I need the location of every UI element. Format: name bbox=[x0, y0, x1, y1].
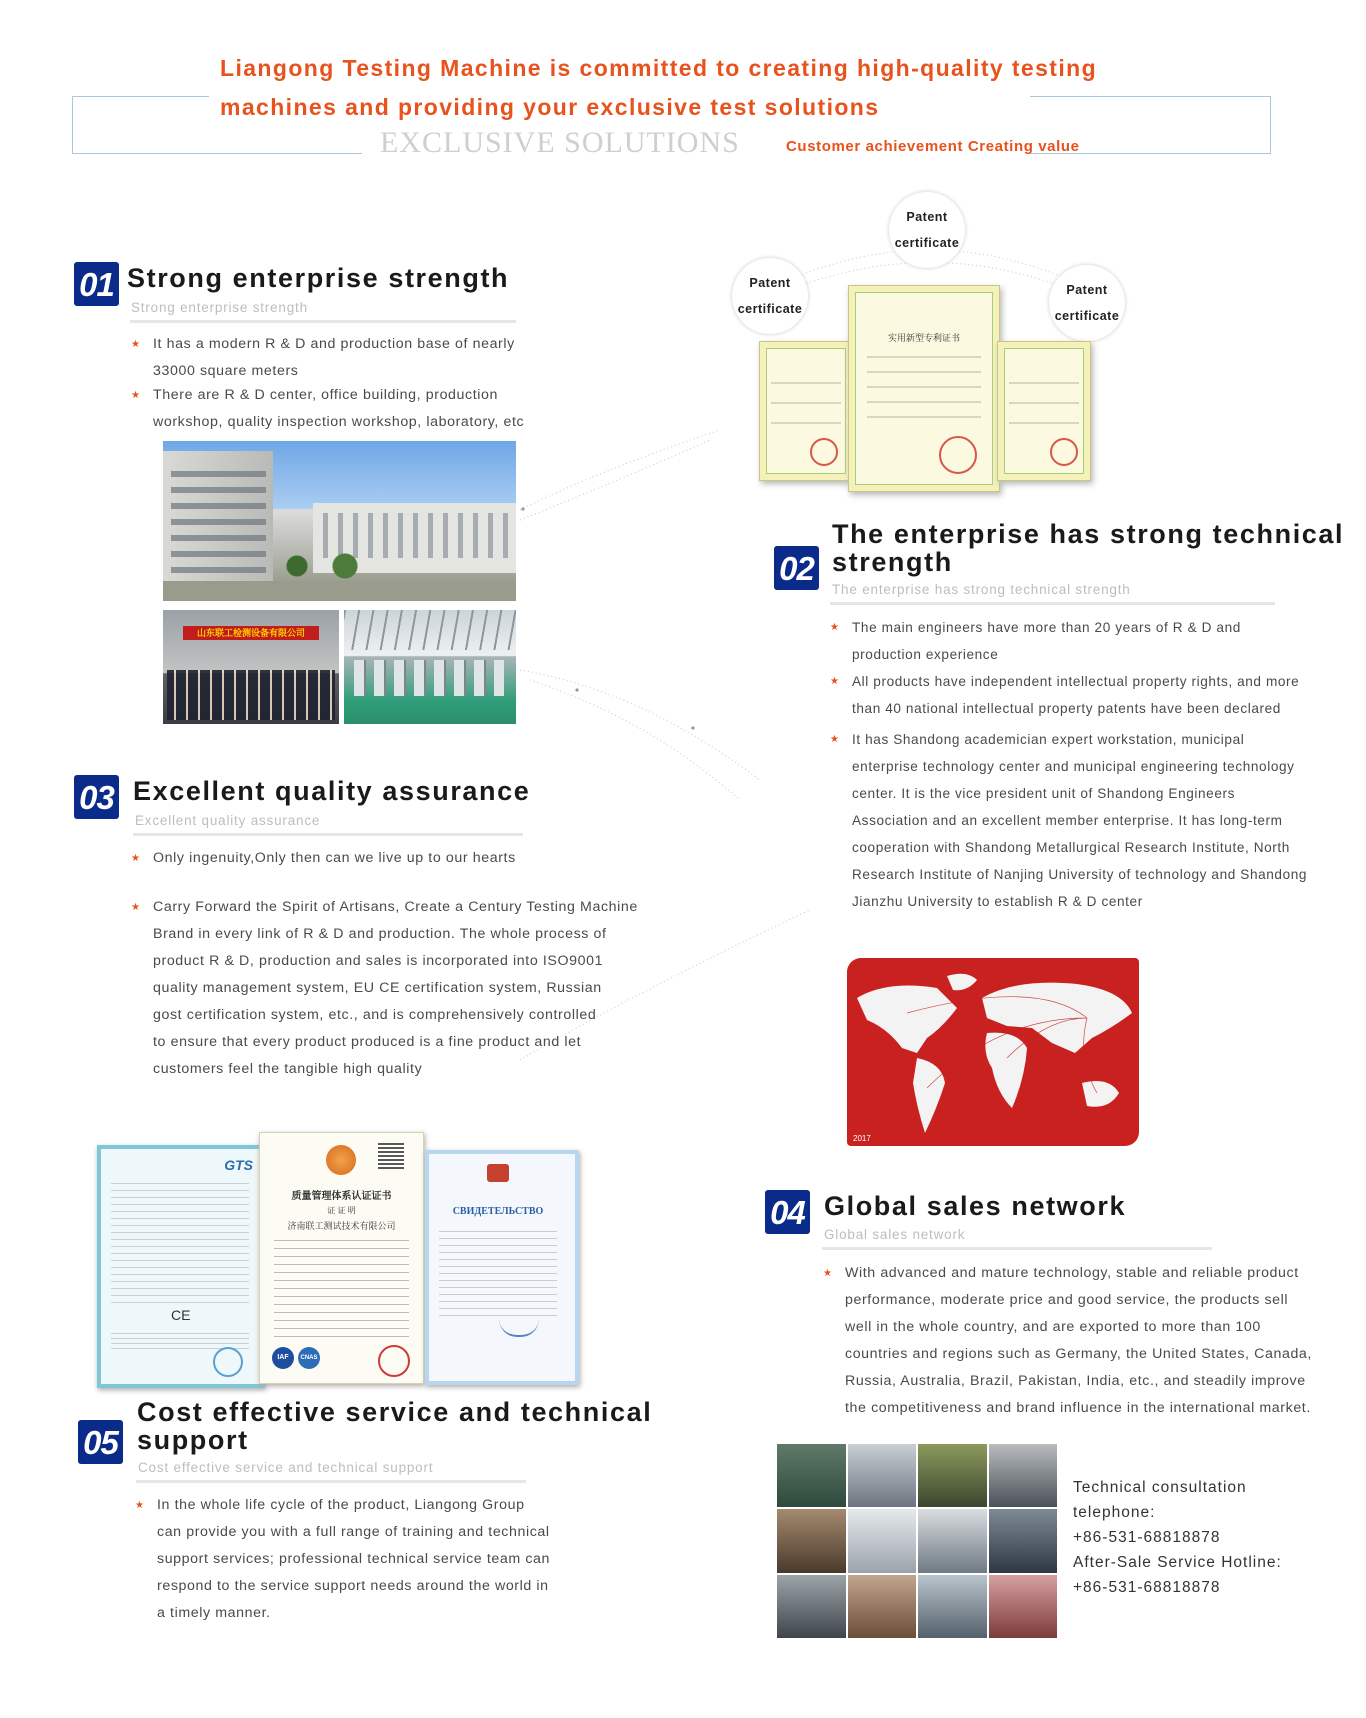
continent-north-america bbox=[857, 986, 957, 1053]
collage-photo-8 bbox=[989, 1509, 1058, 1572]
patent-bubble-top: Patent certificate bbox=[889, 192, 965, 268]
contact-phone-hotline[interactable]: +86-531-68818878 bbox=[1073, 1579, 1221, 1596]
ce-mark: CE bbox=[171, 1307, 191, 1323]
continent-greenland bbox=[947, 974, 977, 991]
section-01-bullet-1: ★ It has a modern R & D and production base of nearly 33000 square meters bbox=[131, 331, 571, 385]
gts-logo: GTS bbox=[224, 1157, 253, 1173]
red-seal-center bbox=[939, 436, 977, 474]
dotted-path-2 bbox=[520, 440, 710, 520]
section-05-title-line-2: support bbox=[137, 1425, 249, 1455]
section-01-subtitle: Strong enterprise strength bbox=[131, 300, 308, 315]
dot-marker-1 bbox=[521, 507, 524, 510]
world-map-svg bbox=[847, 958, 1139, 1146]
section-05-bullets bbox=[135, 1492, 615, 1627]
iso-red-seal bbox=[378, 1345, 410, 1377]
section-02-bullet-2: ★ All products have independent intellectual property rights, and more than 40 national intellectual property patents have been declared bbox=[830, 668, 1330, 722]
gost-cert-lines bbox=[439, 1226, 557, 1316]
collage-photo-10 bbox=[848, 1575, 917, 1638]
collage-photo-4 bbox=[989, 1444, 1058, 1507]
section-04-bullet-1: ★ With advanced and mature technology, stable and reliable product performance, moderate price and good service, the products sell well in the whole country, and are exported to more than 100 countries and regions such as Germany, the United States, Canada, Russia, Australia, Brazil, Pakistan, India, etc., and steadily improve the competitiveness and brand influence in the international market. bbox=[823, 1260, 1353, 1422]
contact-info bbox=[1073, 1475, 1282, 1600]
iso-cert-company: 济南联工测试技术有限公司 bbox=[287, 1221, 396, 1231]
section-01-bullet-2: ★ There are R & D center, office building, production workshop, quality inspection workshop, laboratory, etc bbox=[131, 382, 571, 436]
section-02-bullets bbox=[830, 614, 1330, 915]
dot-marker-2 bbox=[575, 688, 578, 691]
team-photo bbox=[163, 610, 339, 724]
building-windows bbox=[171, 463, 266, 573]
collage-photo-5 bbox=[777, 1509, 846, 1572]
dotted-path-4 bbox=[530, 680, 740, 800]
collage-photo-12 bbox=[989, 1575, 1058, 1638]
ce-cert-lines-2 bbox=[111, 1329, 249, 1349]
dotted-path-1 bbox=[520, 430, 720, 510]
patent-certificate-left bbox=[759, 341, 853, 481]
section-02-badge: 02 bbox=[774, 546, 819, 590]
section-05-bullet-1: ★ In the whole life cycle of the product, Liangong Group can provide you with a full range of training and technical support services; professional technical service team can respond to the service support needs around the world in a timely manner. bbox=[135, 1492, 615, 1627]
section-02-title-line-1: The enterprise has strong technical bbox=[832, 519, 1345, 549]
section-05-subtitle: Cost effective service and technical support bbox=[138, 1460, 434, 1475]
section-02-bullet-3: ★ It has Shandong academician expert workstation, municipal enterprise technology center and municipal engineering technology center. It is the vice president unit of Shandong Engineers Association and an excellent member enterprise. It has long-term cooperation with Shandong Metallurgical Research Institute, North Research Institute of Nanjing University of technology and Shandong Jianzhu University to establish R & D center bbox=[830, 726, 1330, 915]
iso-cert-subtitle: 证 证 明 bbox=[327, 1206, 356, 1215]
iso-certificate bbox=[259, 1132, 424, 1384]
section-04-underline bbox=[822, 1247, 1212, 1250]
headline-line-2: machines and providing your exclusive test solutions bbox=[220, 94, 880, 120]
collage-photo-6 bbox=[848, 1509, 917, 1572]
section-01-bullets bbox=[131, 331, 571, 436]
patent-certificate-title: 实用新型专利证书 bbox=[887, 333, 960, 343]
workshop-photo bbox=[344, 610, 516, 724]
contact-label-telephone: telephone: bbox=[1073, 1504, 1156, 1521]
collage-photo-11 bbox=[918, 1575, 987, 1638]
red-seal-left bbox=[810, 438, 838, 466]
iso-emblem bbox=[326, 1145, 356, 1175]
section-04-title: Global sales network bbox=[824, 1191, 1127, 1221]
iso-cert-lines bbox=[274, 1237, 409, 1337]
trees bbox=[273, 551, 393, 581]
dot-marker-3 bbox=[691, 726, 694, 729]
section-04-subtitle: Global sales network bbox=[824, 1227, 966, 1242]
section-02-subtitle: The enterprise has strong technical strength bbox=[832, 582, 1131, 597]
gost-cert-title: СВИДЕТЕЛЬСТВО bbox=[452, 1206, 544, 1217]
gost-signature bbox=[499, 1319, 539, 1337]
patent-bubble-right: Patent certificate bbox=[1049, 265, 1125, 341]
headline-line-1: Liangong Testing Machine is committed to creating high-quality testing bbox=[220, 55, 1098, 81]
ce-certificate bbox=[97, 1145, 265, 1388]
collage-photo-7 bbox=[918, 1509, 987, 1572]
section-05-underline bbox=[136, 1480, 526, 1483]
collage-photo-2 bbox=[848, 1444, 917, 1507]
customer-achievement-tagline: Customer achievement Creating value bbox=[786, 138, 1080, 155]
contact-label-hotline: After-Sale Service Hotline: bbox=[1073, 1554, 1282, 1571]
ground bbox=[163, 581, 516, 601]
collage-photo-9 bbox=[777, 1575, 846, 1638]
collage-photo-3 bbox=[918, 1444, 987, 1507]
section-03-subtitle: Excellent quality assurance bbox=[135, 813, 321, 828]
gts-seal bbox=[213, 1347, 243, 1377]
section-01-badge: 01 bbox=[74, 262, 119, 306]
section-03-underline bbox=[133, 833, 523, 836]
contact-phone-consultation[interactable]: +86-531-68818878 bbox=[1073, 1529, 1221, 1546]
gost-certificate bbox=[425, 1150, 579, 1385]
section-01-underline bbox=[130, 320, 516, 323]
section-02-bullet-1: ★ The main engineers have more than 20 years of R & D and production experience bbox=[830, 614, 1330, 668]
collage-photo-1 bbox=[777, 1444, 846, 1507]
section-02-underline bbox=[830, 602, 1275, 605]
iso-cert-title: 质量管理体系认证证书 bbox=[291, 1191, 392, 1202]
team-members bbox=[167, 670, 335, 720]
continent-australia bbox=[1082, 1081, 1119, 1107]
contact-label-consultation: Technical consultation bbox=[1073, 1479, 1247, 1496]
section-05-badge: 05 bbox=[78, 1420, 123, 1464]
section-04-badge: 04 bbox=[765, 1190, 810, 1234]
exclusive-solutions-watermark: EXCLUSIVE SOLUTIONS bbox=[380, 126, 740, 159]
section-01-title: Strong enterprise strength bbox=[127, 263, 510, 293]
qr-code-icon bbox=[378, 1143, 404, 1169]
ce-cert-lines bbox=[111, 1183, 249, 1303]
world-map-image bbox=[847, 958, 1139, 1146]
section-02-title-line-2: strength bbox=[832, 547, 953, 577]
section-03-bullet-2: ★ Carry Forward the Spirit of Artisans, Create a Century Testing Machine Brand in every link of R & D and production. The whole process of product R & D, production and sales is incorporated into ISO9001 quality management system, EU CE certification system, Russian gost certification system, etc., and is comprehensively controlled to ensure that every product produced is a fine product and let customers feel the tangible high quality bbox=[131, 894, 691, 1083]
section-03-title: Excellent quality assurance bbox=[133, 776, 531, 806]
section-04-bullets bbox=[823, 1260, 1353, 1422]
red-seal-right bbox=[1050, 438, 1078, 466]
map-caption: 2017 bbox=[853, 1134, 871, 1143]
continent-africa bbox=[985, 1033, 1027, 1108]
section-03-badge: 03 bbox=[74, 775, 119, 819]
cnas-logo: CNAS bbox=[298, 1347, 320, 1369]
workshop-roof bbox=[344, 610, 516, 650]
section-03-bullets bbox=[131, 845, 691, 1083]
patent-certificate-center bbox=[848, 285, 1000, 492]
russian-emblem bbox=[487, 1164, 509, 1182]
factory-building-photo bbox=[163, 441, 516, 601]
workshop-machines bbox=[354, 660, 504, 696]
continent-south-america bbox=[913, 1058, 945, 1133]
patent-certificate-right bbox=[997, 341, 1091, 481]
iaf-logo: IAF bbox=[272, 1347, 294, 1369]
patent-bubble-left: Patent certificate bbox=[732, 258, 808, 334]
section-05-title-line-1: Cost effective service and technical bbox=[137, 1397, 653, 1427]
customer-photo-collage bbox=[777, 1444, 1057, 1638]
dotted-path-3 bbox=[520, 670, 760, 780]
company-sign: 山东联工检测设备有限公司 bbox=[183, 626, 319, 640]
section-03-bullet-1: ★ Only ingenuity,Only then can we live up to our hearts bbox=[131, 845, 691, 872]
